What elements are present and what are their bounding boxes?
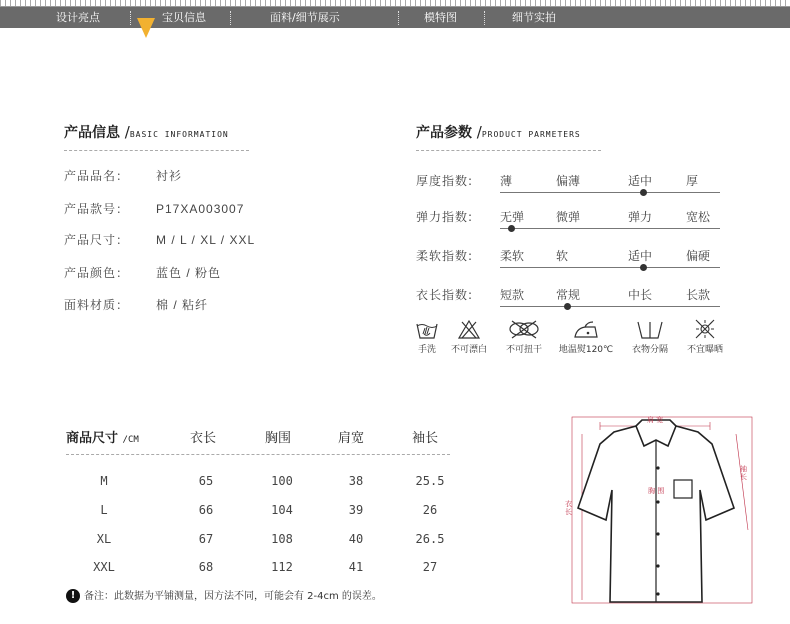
param-option: 短款 xyxy=(500,288,525,302)
param-option: 柔软 xyxy=(500,249,525,263)
param-scale-line xyxy=(500,306,720,307)
product-material-value: 棉 / 粘纤 xyxy=(156,298,209,312)
no-wring-icon xyxy=(506,318,542,340)
param-row xyxy=(416,247,720,275)
size-cell: 38 xyxy=(348,474,364,488)
care-hand-wash: 手洗 xyxy=(414,318,440,355)
size-header-length: 衣长 xyxy=(190,431,217,446)
param-option: 适中 xyxy=(628,174,653,188)
care-no-bleach: 不可漂白 xyxy=(446,318,492,355)
param-option: 薄 xyxy=(500,174,513,188)
divider xyxy=(64,150,249,151)
param-option: 厚 xyxy=(686,174,699,188)
param-indicator-dot xyxy=(640,264,647,271)
size-cell: 68 xyxy=(198,560,214,574)
param-row xyxy=(416,286,720,314)
size-row-label: M xyxy=(100,474,108,488)
size-cell: 108 xyxy=(271,532,293,546)
product-info-title-en: BASIC INFORMATION xyxy=(129,130,229,139)
nav-separator xyxy=(230,11,231,25)
care-iron-low: 地温熨120℃ xyxy=(556,318,616,355)
param-label: 厚度指数: xyxy=(416,174,474,188)
size-table-unit: /CM xyxy=(122,435,139,445)
wash-separately-icon xyxy=(635,318,665,340)
param-scale-line xyxy=(500,192,720,193)
hand-wash-icon xyxy=(415,318,439,340)
size-cell: 100 xyxy=(271,474,293,488)
param-option: 无弹 xyxy=(500,210,525,224)
size-row-label: L xyxy=(100,503,108,517)
size-cell: 39 xyxy=(348,503,364,517)
info-row-name: 产品品名： 衬衫 xyxy=(64,169,183,183)
size-cell: 27 xyxy=(422,560,438,574)
nav-item-design-highlights[interactable]: 设计亮点 xyxy=(56,11,100,24)
param-option: 软 xyxy=(556,249,569,263)
size-cell: 26.5 xyxy=(415,532,445,546)
product-colors-value: 蓝色 / 粉色 xyxy=(156,266,222,280)
info-row-sku: 产品款号： P17XA003007 xyxy=(64,202,245,216)
product-params-title: 产品参数 xyxy=(416,125,472,141)
divider xyxy=(66,454,450,455)
product-name-value: 衬衫 xyxy=(156,169,183,183)
nav-item-product-info[interactable]: 宝贝信息 xyxy=(162,11,206,24)
size-cell: 41 xyxy=(348,560,364,574)
param-label: 弹力指数: xyxy=(416,210,474,224)
info-row-material: 面料材质： 棉 / 粘纤 xyxy=(64,298,209,312)
sleeve-line xyxy=(736,434,748,530)
care-no-sun-dry: 不宜曝晒 xyxy=(680,318,730,355)
nav-item-model-photos[interactable]: 模特图 xyxy=(424,11,457,24)
note-text: 备注：此数据为平铺测量，因方法不同，可能会有 2-4cm 的误差。 xyxy=(84,591,382,602)
active-nav-arrow xyxy=(137,18,155,38)
size-header-sleeve: 袖长 xyxy=(412,431,439,446)
info-row-sizes: 产品尺寸： M / L / XL / XXL xyxy=(64,233,256,247)
param-option: 弹力 xyxy=(628,210,653,224)
diagram-label-chest: 胸 围 xyxy=(648,487,665,495)
no-sun-dry-icon xyxy=(693,318,717,340)
shirt-measurement-diagram xyxy=(552,412,772,610)
nav-separator xyxy=(398,11,399,25)
size-cell: 67 xyxy=(198,532,214,546)
product-sku-value: P17XA003007 xyxy=(156,202,245,216)
size-header-chest: 胸围 xyxy=(265,431,292,446)
top-nav xyxy=(0,6,790,28)
warning-icon: ! xyxy=(66,589,80,603)
diagram-label-length: 衣 长 xyxy=(565,500,572,516)
diagram-label-shoulder: 肩 宽 xyxy=(647,416,664,424)
param-option: 适中 xyxy=(628,249,653,263)
care-wash-separately: 衣物分隔 xyxy=(624,318,676,355)
param-option: 偏薄 xyxy=(556,174,581,188)
size-row-label: XXL xyxy=(93,560,115,574)
param-option: 长款 xyxy=(686,288,711,302)
param-option: 宽松 xyxy=(686,210,711,224)
param-option: 偏硬 xyxy=(686,249,711,263)
size-cell: 40 xyxy=(348,532,364,546)
param-indicator-dot xyxy=(508,225,515,232)
info-row-colors: 产品颜色： 蓝色 / 粉色 xyxy=(64,266,222,280)
size-cell: 25.5 xyxy=(415,474,445,488)
param-row xyxy=(416,172,720,200)
iron-low-icon xyxy=(571,318,601,340)
param-indicator-dot xyxy=(564,303,571,310)
product-params-title-en: PRODUCT PARMETERS xyxy=(481,130,581,139)
divider xyxy=(416,150,601,151)
diagram-label-sleeve: 袖 长 xyxy=(740,465,747,481)
nav-separator xyxy=(130,11,131,25)
param-scale-line xyxy=(500,228,720,229)
no-bleach-icon xyxy=(457,318,481,340)
care-no-wring: 不可扭干 xyxy=(500,318,548,355)
param-option: 微弹 xyxy=(556,210,581,224)
size-cell: 65 xyxy=(198,474,214,488)
param-row xyxy=(416,208,720,236)
param-option: 中长 xyxy=(628,288,653,302)
size-cell: 66 xyxy=(198,503,214,517)
nav-item-detail-shots[interactable]: 细节实拍 xyxy=(512,11,556,24)
param-option: 常规 xyxy=(556,288,581,302)
product-info-title: 产品信息 xyxy=(64,125,120,141)
size-cell: 104 xyxy=(271,503,293,517)
param-scale-line xyxy=(500,267,720,268)
size-cell: 112 xyxy=(271,560,293,574)
note xyxy=(66,587,382,603)
size-header-shoulder: 肩宽 xyxy=(338,431,365,446)
size-cell: 26 xyxy=(422,503,438,517)
product-info-heading: 产品信息 /BASIC INFORMATION xyxy=(64,123,229,141)
param-indicator-dot xyxy=(640,189,647,196)
param-label: 衣长指数: xyxy=(416,288,474,302)
nav-item-fabric-details[interactable]: 面料/细节展示 xyxy=(270,11,340,24)
param-label: 柔软指数: xyxy=(416,249,474,263)
size-table-title: 商品尺寸 /CM xyxy=(66,431,139,446)
nav-separator xyxy=(484,11,485,25)
size-row-label: XL xyxy=(96,532,112,546)
product-params-heading: 产品参数 /PRODUCT PARMETERS xyxy=(416,123,581,141)
product-sizes-value: M / L / XL / XXL xyxy=(156,233,256,247)
